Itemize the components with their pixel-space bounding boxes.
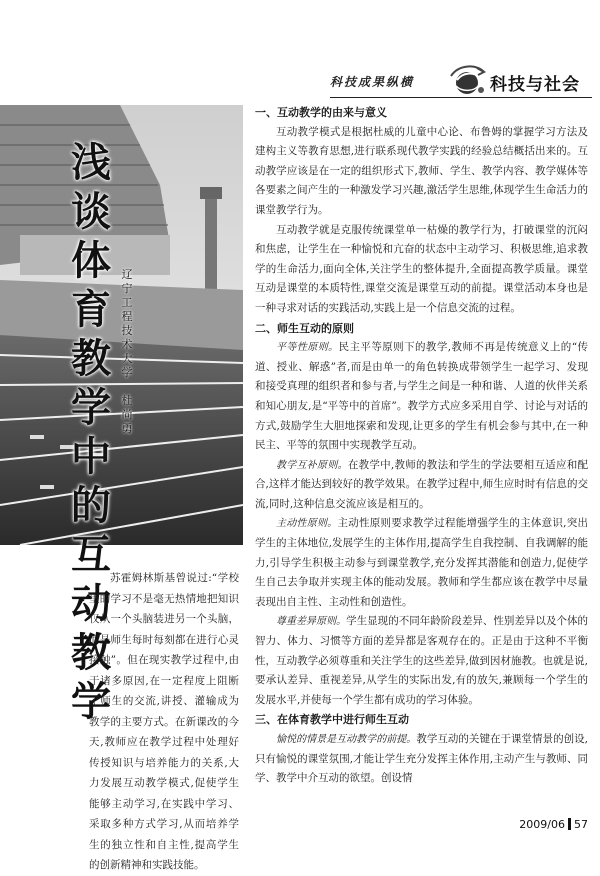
title-char: 教 xyxy=(71,335,111,382)
paragraph-text: 主动性原则要求教学过程能增强学生的主体意识,突出学生的主体地位,发展学生的主体作用,提高学生自我控制、自我调解的能力,引导学生积极主动参与到课堂教学,充分发挥其潜能和创造力,促使学生自己去争取并实现主体的能动发展。教师和学生都应该在教学中尽量表现出自主性、主动性和创造性。 xyxy=(255,517,588,608)
paragraph-text: 互动教学模式是根据杜威的儿童中心论、布鲁姆的掌握学习方法及建构主义等教育思想,进行联系现代教学实践的经验总结概括出来的。互动教学应该是在一定的组织形式下,教师、学生、教学内容、教学媒体等各要素之间产生的一种激发学习兴趣,激活学生思维,体现学生生命活力的课堂教学行为。 xyxy=(255,125,588,216)
paragraph-text: 互动教学就是克服传统课堂单一枯燥的教学行为，打破课堂的沉闷和焦虑，让学生在一种愉悦和亢奋的状态中主动学习、积极思维,追求教学的生命活力,面向全体,关注学生的整体提升,全面提高教学质量。课堂互动是课堂的本质特性,课堂交流是课堂互动的前提。课堂活动本身也是一种寻求对话的实践活动,实践上是一个信息交流的过程。 xyxy=(255,223,588,314)
paragraph-lead: 尊重差异原则。 xyxy=(276,616,347,628)
byline-char: 技 xyxy=(121,324,133,337)
issue-date: 2009/06 xyxy=(519,818,565,831)
byline-char: 辽 xyxy=(121,268,133,281)
body-paragraph xyxy=(255,221,588,319)
article-byline xyxy=(117,268,137,436)
paragraph-lead: 主动性原则。 xyxy=(276,518,338,530)
paragraph-text: 在教学中,教师的教法和学生的学法要相互适应和配合,这样才能达到较好的教学效果。在教学过程中,师生应时时有信息的交流,同时,这种信息交流应该是相互的。 xyxy=(255,458,589,510)
byline-char: 工 xyxy=(121,296,133,309)
title-char: 教 xyxy=(71,629,111,676)
body-paragraph xyxy=(255,338,588,456)
title-char: 学 xyxy=(71,678,111,725)
body-paragraph xyxy=(255,514,588,612)
paragraph-lead: 愉悦的情景是互动教学的前提。 xyxy=(276,734,417,745)
body-paragraph xyxy=(255,123,588,221)
byline-char: 宁 xyxy=(121,282,133,295)
intro-paragraph: 苏霍姆林斯基曾说过:“学校里的学习不是毫无热情地把知识仅从一个头脑装进另一个头脑，而是师生每时每刻都在进行心灵接触”。但在现实教学过程中,由于诸多原因,在一定程度上阻断了师生的交流,讲授、灌输成为教学的主要方式。在新课改的今天,教师应在教学过程中处理好传授知识与培养能力的关系,大力发展互动教学模式,促使学生能够主动学习,在实践中学习、采取多种方式学习,从而培养学生的独立性和自主性,提高学生的创新精神和实践技能。 xyxy=(89,572,239,871)
byline-spacer xyxy=(117,380,137,394)
header-kicker: 科技成果纵横 xyxy=(330,75,415,89)
title-char: 动 xyxy=(71,580,111,627)
header-section-title: 科技与社会 xyxy=(490,75,580,95)
section-heading-3: 三、在体育教学中进行师生互动 xyxy=(255,713,409,727)
footer-divider xyxy=(568,818,571,830)
main-column xyxy=(255,103,588,789)
paragraph-lead: 教学互补原则。 xyxy=(276,459,348,471)
byline-char: 大 xyxy=(121,352,133,365)
title-char: 育 xyxy=(71,286,111,333)
byline-char: 程 xyxy=(121,310,133,323)
paragraph-text: 民主平等原则下的教学,教师不再是传统意义上的“传道、授业、解惑”者,而是由单一的角色转换成带领学生一起学习、发现和接受真理的组织者和参与者,与学生之间是一种和谐、人道的伙伴关系和知心朋友,是“平等中的首席”。教学方式应多采用自学、讨论与对话的方式,鼓励学生大胆地探索和发现,让更多的学生有机会参与其中,在一种民主、平等的氛围中实现教学互动。 xyxy=(255,341,588,452)
body-paragraph xyxy=(255,612,588,710)
title-char: 谈 xyxy=(71,188,111,235)
title-char: 互 xyxy=(71,531,111,578)
body-paragraph xyxy=(255,456,588,515)
header-rule xyxy=(330,97,592,98)
byline-char: 勇 xyxy=(121,422,133,435)
page-header xyxy=(330,68,592,96)
title-char: 中 xyxy=(71,433,111,480)
paragraph-text: 学生显现的不同年龄阶段差异、性别差异以及个体的智力、体力、习惯等方面的差异都是客观存在的。正是由于这种不平衡性，互动教学必须尊重和关注学生的这些差异,做到因材施教。也就是说,要承认差异、重视差异,从学生的实际出发,有的放矢,兼顾每一个学生的发展水平,并使每一个学生都有成功的学习体验。 xyxy=(255,615,589,706)
section-heading-1: 一、互动教学的由来与意义 xyxy=(255,106,387,119)
byline-char: 术 xyxy=(121,338,133,351)
paragraph-text: 教学互动的关键在于课堂情景的创设,只有愉悦的课堂氛围,才能让学生充分发挥主体作用,主动产生与教师、同学、教学中介互动的欲望。创设情 xyxy=(255,733,588,785)
intro-column xyxy=(89,568,239,876)
title-char: 浅 xyxy=(71,139,111,186)
page-footer xyxy=(519,818,588,831)
title-char: 的 xyxy=(71,482,111,529)
title-char: 体 xyxy=(71,237,111,284)
byline-char: 学 xyxy=(121,366,133,379)
paragraph-lead: 平等性原则。 xyxy=(276,342,339,354)
section-heading-2: 二、师生互动的原则 xyxy=(255,321,354,335)
title-char: 学 xyxy=(71,384,111,431)
byline-char: 杜 xyxy=(121,394,133,407)
page-number: 57 xyxy=(574,818,588,831)
byline-char: 尚 xyxy=(121,408,133,421)
globe-swirl-icon xyxy=(447,62,487,102)
body-paragraph xyxy=(255,730,588,789)
